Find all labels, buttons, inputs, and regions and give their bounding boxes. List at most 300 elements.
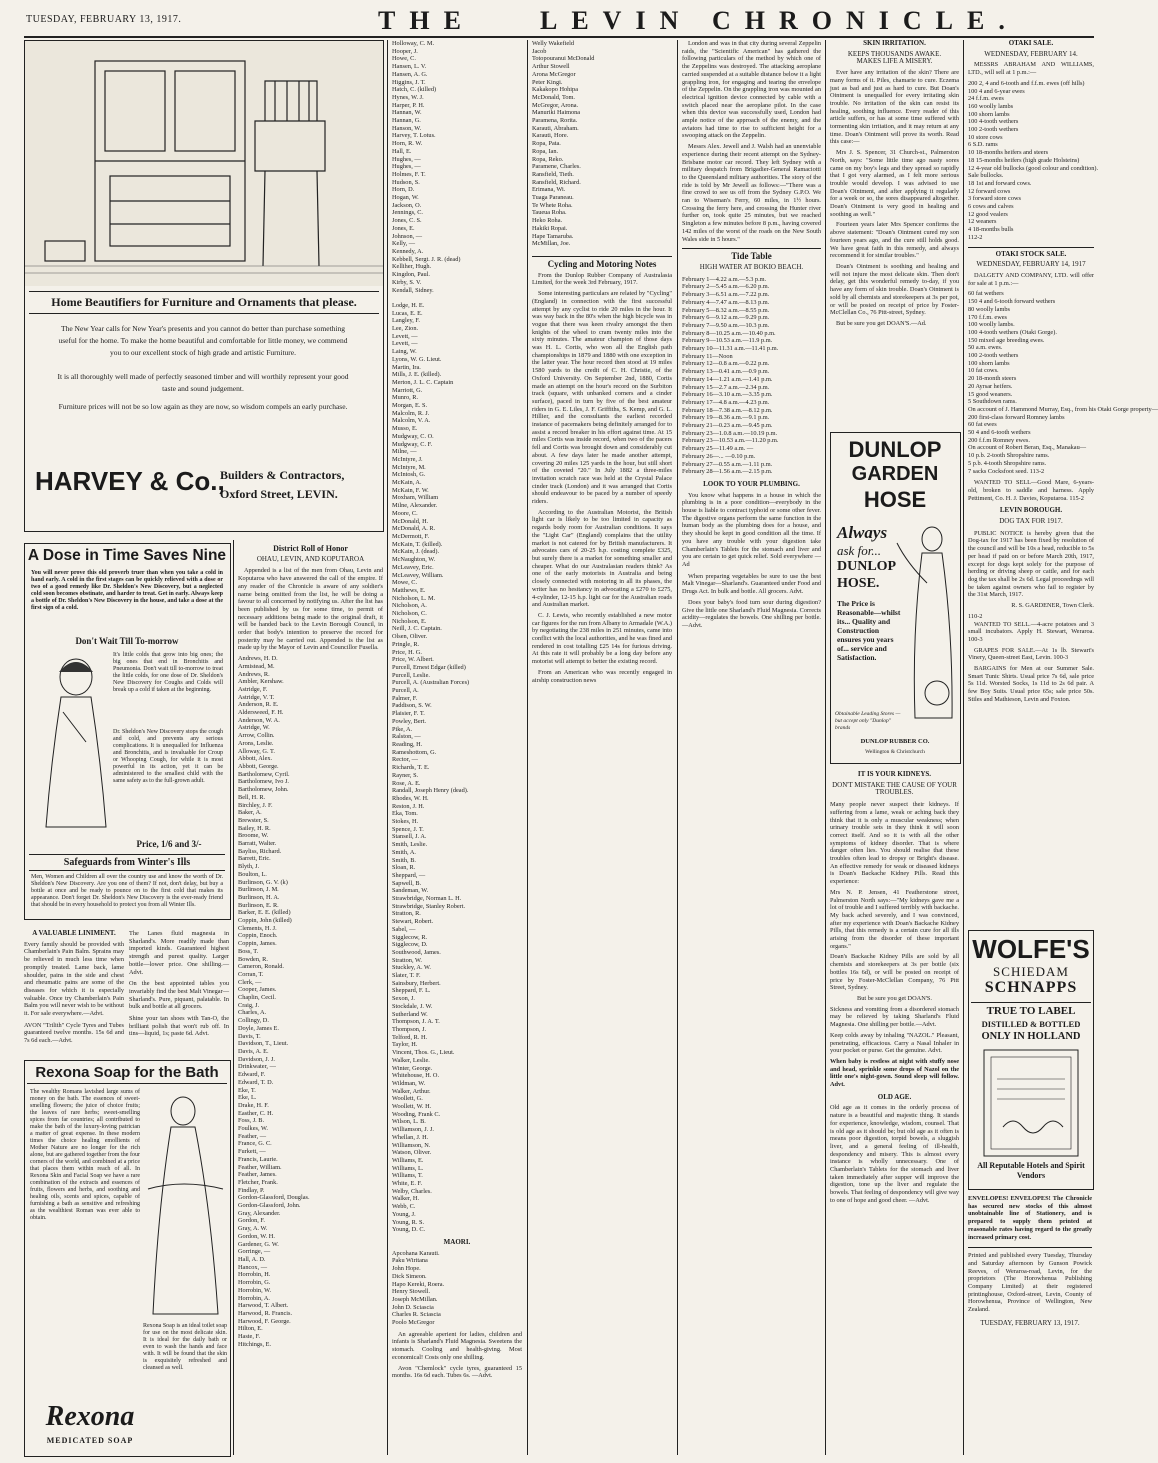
sale-item: 10 p.b. 2-tooth Shropshire rams.: [968, 452, 1050, 460]
roll-name: Clements, H. J.: [238, 924, 277, 932]
sale-item: 100 2-tooth wethers: [968, 126, 1019, 134]
roll-name: Wooding, Frank C.: [392, 1110, 441, 1118]
roll-name: Sabel, —: [392, 925, 416, 933]
vinegar-ad: When preparing vegetables be sure to use the best Malt Vinegar—Sharland's. Guaranteed under Food and Drugs Act. In bulk and bottle. All grocers. Advt.: [682, 572, 821, 596]
skin-text: Ever have any irritation of the skin? There are many forms of it. Piles, chamarie to cure. Eczema just as bad and just as hard to cure. But Doan's Ointment is unequalled for every irritating skin trouble. No irritation of the skin can resist its healing, soothing influence. Every reader of this article suffers, or has at some time suffered with tormenting skin irritation, and it may return at any time. Doan's Ointment will prove its worth. Read this case:—: [830, 69, 959, 146]
skin-text-4: Doan's Ointment is soothing and healing and will not injure the most delicate skin. Then don't delay, get this wonderful remedy to-day, if you have any form of skin trouble. Doan's Ointment is sold by all chemists and storekeepers at 3s per pot, or will be posted on receipt of price by Foster-McClellan Co., 76 Pitt-street, Sydney.: [830, 262, 959, 317]
tide-row: February 11—Noon: [682, 352, 733, 360]
sale-item: 12 4-year old bullocks (good colour and condition).: [968, 164, 1099, 172]
roll-name: Williams, E.: [392, 1156, 424, 1164]
envelopes-ad: ENVELOPES! ENVELOPES! The Chronicle has secured new stocks of this almost unobtainable line of Stationery, and is prepared to supply them printed at reasonable rates having regard to the greatly increased primary cost.: [968, 1195, 1092, 1241]
roll-name: McLeavey, Eric.: [392, 563, 434, 571]
otaki-sale-ref: 112-2: [968, 233, 983, 241]
sale-item: On account of J. Hammond Murray, Esq., from his Otaki Gorge property—: [968, 405, 1158, 413]
dunlop-city: Wellington & Christchurch: [865, 749, 925, 755]
tide-row: February 13—0.41 a.m.—0.9 p.m.: [682, 368, 770, 376]
tide-row: February 26—... —0.10 p.m.: [682, 452, 756, 460]
tide-row: February 4—7.47 a.m.—8.13 p.m.: [682, 298, 770, 306]
roll-name: Sandeman, W.: [392, 887, 429, 895]
roll-name: Gordon, F.: [238, 1217, 265, 1225]
roll-name: Hanson, W.: [392, 124, 422, 132]
roll-name: McDermott, F.: [392, 533, 430, 540]
plumbing-text: You know what happens in a house in which the plumbing is in a poor condition—everybody in the house is liable to contract typhoid or some other fever. The digestive organs perform the same function in the human body as the plumbing does for a house, and they should be kept in good condition all the time. If you have any trouble with your digestion take Chamberlain's Tablets for the stomach and liver and you are certain to get quick relief. Sold everywhere —Ad: [682, 491, 821, 568]
aperient-ad: An agreeable aperient for ladies, children and infants is Sharland's Fluid Magnesia. Sweetens the stomach. Cooling and health-giving. Most economical! Costs only one shilling.: [392, 1330, 522, 1361]
roll-name: Rhodes, W. H.: [392, 794, 429, 802]
tide-row: February 21—0.23 a.m.—9.45 p.m.: [682, 422, 773, 430]
roll-name: Paddison, S. W.: [392, 702, 432, 710]
roll-intro: Appended is a list of the men from Ohau, Levin and Koputaroa who have answered the call of the empire. If any reader of the Chronicle is aware of any soldier's name being omitted from the list, he will be doing a favour to all concerned by notifying us. After the list has been published by us for some time, to permit of necessary additions being made to the original draft, it will be handed back to the Levin Borough Council, in order that body's intention to preserve the record for posterity may be carried out. Appended is the list as made up by the Mayor of Levin and Councillor Fusella.: [238, 567, 383, 652]
roll-name: Price, W. Albert.: [392, 656, 434, 664]
roll-name: Aldersweed, F. H.: [238, 709, 284, 717]
roll-name: Gordon, W. H.: [238, 1232, 275, 1240]
roll-name: Birchley, J. F.: [238, 801, 273, 809]
roll-name: McDonald, H.: [392, 517, 429, 525]
roll-name: Sexon, J.: [392, 995, 415, 1003]
roll-name: Bartholomew, John.: [238, 786, 289, 794]
stock-sale-date: WEDNESDAY, FEBRUARY 14, 1917: [976, 260, 1086, 269]
roll-name: Hughes, —: [392, 163, 421, 171]
tide-row: February 16—3.10 a.m.—3.35 p.m.: [682, 391, 773, 399]
sale-item: 100 4 and 6-year ewes: [968, 87, 1025, 95]
woman-illustration: [31, 652, 111, 832]
roll-name: Hogan, W.: [392, 194, 419, 202]
tide-row: February 18—7.38 a.m.—8.12 p.m.: [682, 406, 773, 414]
sale-item: 3 forward store cows: [968, 195, 1021, 203]
roll-name: McDonald, A. R.: [392, 525, 436, 533]
roll-name: Price, H. G.: [392, 648, 422, 656]
roll-name: Karauti, Hore.: [532, 132, 569, 140]
roll-name: Southwood, James.: [392, 948, 441, 956]
tan-o-ad: Shine your tan shoes with Tan-O, the brilliant polish that won't rub off. In tins—liquid, 1s; paste 6d. Advt.: [129, 1015, 229, 1038]
roll-name: Bell, H. R.: [238, 793, 266, 801]
roll-name: Bartholomew, Cyril.: [238, 770, 290, 778]
sale-item: 50 a.m. ewes.: [968, 344, 1003, 352]
roll-name: Hudson, S.: [392, 178, 420, 186]
roll-name: Gordon-Glassford, John.: [238, 1202, 301, 1210]
sale-item: 20 Ayrsar heifers.: [968, 382, 1013, 390]
roll-name: Rameshottom, G.: [392, 748, 437, 756]
kidneys-sub: DON'T MISTAKE THE CAUSE OF YOUR TROUBLES.: [832, 780, 957, 797]
roll-name: Welly Wakefield: [532, 40, 575, 47]
roll-title: District Roll of Honor: [273, 544, 348, 553]
roll-names-b-column: [392, 40, 522, 1383]
roll-name: Horn, R. W.: [392, 140, 423, 148]
dog-tax-ref: 110-2: [968, 612, 983, 620]
roll-name: Baker, A.: [238, 809, 262, 817]
sale-item: 200 f.f.m Romney ewes.: [968, 436, 1030, 444]
cycling-title: Cycling and Motoring Notes: [532, 256, 672, 269]
cycling-body-3: C. J. Lewis, who recently established a new motor car figures for the run from Albany to Armadale (W.A.) by negotiating the 238 miles in 251 minutes, came into conflict with the local authorities, and he was fined and rendered in cost totalling £25 14s for furious driving. At this rate it will probably be a long day before any motorist will attempt to better the existing record.: [532, 611, 672, 666]
roll-name: Sloan, R.: [392, 864, 416, 872]
roll-name: Coppin, John (killed): [238, 917, 292, 925]
oldage-title: OLD AGE.: [877, 1092, 912, 1101]
column-rule: [677, 40, 678, 1455]
roll-name: Nicholson, E.: [392, 617, 427, 625]
roll-name: Young, J.: [392, 1210, 416, 1218]
roll-name: Joseph McMillan.: [392, 1295, 438, 1303]
roll-name: Mowe, C.: [392, 579, 418, 587]
skin-sub-2: MAKES LIFE A MISERY.: [856, 57, 933, 66]
tide-row: February 28—1.56 a.m.—2.15 p.m.: [682, 468, 773, 476]
roll-name: Harwood, T. Albert.: [238, 1302, 289, 1310]
roll-name: Watson, Oliver.: [392, 1149, 432, 1157]
roll-name: Jacob: [532, 47, 547, 55]
roll-name: Clerk, —: [238, 978, 262, 986]
avon-trilith-ad: AVON "Trilith" Cycle Tyres and Tubes guaranteed twelve months. 15s 6d and 7s 6d each.—Advt.: [24, 1021, 124, 1045]
roll-name: Spence, J. T.: [392, 825, 424, 833]
roll-name: Welby, Charles.: [392, 1187, 432, 1195]
roll-name: Powley, Bert.: [392, 717, 427, 725]
sale-item: 150 4 and 6-tooth forward wethers: [968, 298, 1056, 306]
roll-name: Astridge, V. T.: [238, 693, 275, 701]
roll-name: Gordon-Glassford, Douglas.: [238, 1194, 310, 1202]
roll-name: Doyle, James E.: [238, 1024, 279, 1032]
wolfe-distilled: DISTILLED & BOTTLED: [981, 1019, 1081, 1029]
roll-name: Bowden, R.: [238, 955, 268, 963]
tide-row: February 19—8.36 a.m.—9.1 p.m.: [682, 414, 770, 422]
roll-name: Burlinson, E. R.: [238, 901, 279, 909]
dunlop-name-3: HOSE: [863, 487, 927, 512]
roll-name: Matthews, E.: [392, 586, 426, 594]
kidneys-text-5: Sickness and vomiting from a disordered stomach may be relieved by taking Sharland's Fluid Magnesia. One shilling per bottle.—Advt.: [830, 1005, 959, 1029]
tide-row: February 1—4.22 a.m.—5.3 p.m.: [682, 275, 767, 283]
kidneys-column: [830, 766, 959, 1205]
roll-name: Davis, T.: [238, 1032, 261, 1040]
roll-name: Corran, T.: [238, 970, 264, 978]
roll-name: Horrobin, H.: [238, 1271, 271, 1279]
roll-name: Te Whete Roha.: [532, 201, 573, 209]
sheldon-subhead: Don't Wait Till To-morrow: [75, 636, 179, 646]
sale-item: 60 fat ewes: [968, 421, 997, 429]
tide-row: February 9—10.53 a.m.—11.9 p.m.: [682, 337, 773, 345]
harvey-body-2: It is all thoroughly well made of perfectly seasoned timber and will worthily represent your good taste and sound judgement.: [57, 372, 349, 393]
wolfes-advertisement: [968, 930, 1094, 1190]
sheldon-body: It's little colds that grow into big ones; the big ones that end in Bronchitis and Pneumonia. Don't wait till to-morrow to treat the little colds, for one dose of Dr. Sheldon's New Discovery for Coughs and Colds will break up a cold if taken at the beginning.: [113, 652, 223, 693]
bargains-ad: BARGAINS for Men at our Summer Sale. Smart Tunic Shirts. Usual price 7s 6d, sale price 5s 11d. Worsted Socks, 1s 11d to 2s 6d pair. A few Boy Suits. Usual price 65s; sale price 50s. Stiles and Mathieson, Levin and Foxton.: [968, 665, 1094, 703]
roll-name: Laing, W.: [392, 348, 417, 356]
roll-name: Stratton, W.: [392, 956, 422, 964]
roll-name: Marriott, G.: [392, 386, 423, 394]
roll-name: Barrett, Eric.: [238, 855, 271, 863]
roll-name: Drake, H. F.: [238, 1101, 269, 1109]
roll-name: Williams, T.: [392, 1172, 423, 1180]
column-rule: [387, 40, 388, 1455]
liniment-title: A VALUABLE LINIMENT.: [32, 929, 116, 937]
sale-item: 12 weaners: [968, 218, 997, 226]
roll-names-maori: [392, 1250, 522, 1327]
roll-name: Woollett, W. H.: [392, 1103, 432, 1111]
publisher-imprint: Printed and published every Tuesday, Thursday and Saturday afternoon by Gunson Powick Reeves, of Weraroa-road, Levin, for the proprietors (The Horowhenua Publishing Company Limited) at their registered printinghouse, Oxford-street, Levin, County of Horowhenua, Province of Wellington, New Zealand.: [968, 1252, 1092, 1314]
roll-name: Brewster, S.: [238, 816, 269, 824]
roll-name: Eka, Tom.: [392, 810, 418, 818]
roll-name: Rose, A. E.: [392, 779, 421, 787]
cycling-column: [532, 40, 672, 687]
sale-item: 24 f.f.m. ewes: [968, 95, 1004, 103]
roll-name: Vincent, Thos. G., Lieut.: [392, 1049, 455, 1057]
roll-name: Bailey, H. R.: [238, 824, 271, 832]
sale-item: 10 fat cows.: [968, 367, 999, 375]
roll-name: Nicholson, L. M.: [392, 594, 436, 602]
tide-row: February 15—2.7 a.m.—2.34 p.m.: [682, 383, 770, 391]
roll-name: Drinkwater, —: [238, 1063, 276, 1071]
tide-row: February 25—11.49 a.m. —: [682, 445, 754, 453]
harvey-caption: Home Beautifiers for Furniture and Ornaments that please.: [29, 291, 379, 314]
tide-row: February 6—9.12 a.m.—9.29 p.m.: [682, 314, 770, 322]
roll-name: Smith, Leslie.: [392, 841, 428, 849]
roll-name: Lodge, H. E.: [392, 301, 425, 309]
kidneys-text: Many people never suspect their kidneys. If suffering from a lame, weak or aching back they think that it is only a muscular weakness; when urinary trouble sets in they think it will soon correct itself. And so it is with all the other symptoms of kidney disorder. That is where danger often lies. You should realise that these troubles often lead to dropsy or Bright's disease. An effective remedy for weak or diseased kidneys is Doan's Backache Kidney Pills. Read this experience:: [830, 801, 959, 886]
roll-name: Burlinson, J. M.: [238, 886, 279, 894]
roll-name: Coppin, Enoch.: [238, 932, 278, 940]
roll-name: Stokes, H.: [392, 818, 419, 826]
sale-item: 100 2-tooth wethers: [968, 352, 1019, 360]
liniment-column: [24, 925, 124, 1045]
roll-name: Hannan, G.: [392, 117, 421, 125]
roll-name: Wilson, L. B.: [392, 1118, 426, 1126]
roll-name: Jackson, O.: [392, 201, 422, 209]
sale-item: 18 15-months heifers (high grade Holsteins): [968, 156, 1080, 164]
roll-name: Hall, A. D.: [238, 1255, 266, 1263]
sale-item: 100 woolly lambs.: [968, 321, 1015, 329]
roll-name: Moxham, William: [392, 494, 439, 502]
furniture-illustration: [25, 41, 383, 286]
roll-name: Hapo Kereki, Roera.: [392, 1280, 445, 1288]
roll-name: Charles, A.: [238, 1009, 267, 1017]
sheldon-safeguards: Safeguards from Winter's Ills: [29, 854, 225, 871]
roll-name: Strawbridge, Stanley Robert.: [392, 902, 466, 910]
roll-name: Thompson, J.: [392, 1026, 427, 1033]
sale-item: 10 store cows: [968, 133, 1003, 141]
roll-name: Sheppard, —: [392, 871, 426, 879]
roll-name: Easther, C. H.: [238, 1109, 274, 1117]
roll-name: Abbott, Alex.: [238, 755, 273, 763]
roll-name: Kingdon, Paul.: [392, 271, 430, 279]
wolfe-name: WOLFE'S: [972, 934, 1090, 964]
roll-name: Sigglecow, R.: [392, 933, 428, 941]
roll-name: Walker, Leslie.: [392, 1056, 430, 1064]
roll-name: Arona McGregor: [532, 70, 576, 78]
sale-item: 6 cows and calves: [968, 203, 1014, 211]
kidneys-text-3: Doan's Backache Kidney Pills are sold by all chemists and storekeepers at 3s per bottle (six bottles 16s 6d), or will be posted on receipt of price by Foster-McClellan Company, 76 Pitt Street, Sydney.: [830, 953, 959, 992]
roll-subtitle: OHAU, LEVIN, AND KOPUTAROA: [256, 554, 365, 563]
roll-name: Hughes, —: [392, 155, 421, 163]
roll-name: Walker, Arthur.: [392, 1087, 431, 1095]
rexona-side-text: Rexona Soap is an ideal toilet soap for use on the most delicate skin. It is ideal for the daily bath or even to wash the hands and face with. It will be found that the skin is exquisitely refreshed and cleansed as well.: [143, 1323, 227, 1371]
roll-name: Purcell, A.: [392, 687, 419, 695]
roll-name: Holloway, C. M.: [392, 40, 435, 47]
roll-name: Levett, —: [392, 332, 418, 340]
roll-name: Thompson, J. A. T.: [392, 1018, 440, 1026]
kidneys-text-6: Keep colds away by inhaling "NAZOL." Pleasant, penetrating, efficacious. Carry a Nasal Inhaler in your pocket or purse. Get the genuine. Advt.: [830, 1031, 959, 1055]
plumbing-title: LOOK TO YOUR PLUMBING.: [703, 479, 800, 488]
harvey-advertisement: [24, 40, 384, 532]
roll-name: Nicholson, C.: [392, 610, 427, 618]
roll-name: Winter, George.: [392, 1064, 433, 1072]
sale-item: 100 4-tooth wethers: [968, 118, 1019, 126]
roll-name: Fletcher, Frank.: [238, 1178, 278, 1186]
sale-item: 150 mixed age breeding ewes.: [968, 336, 1045, 344]
roll-name: Burlinson, H. A.: [238, 893, 280, 901]
roll-name: Gardener, G. W.: [238, 1240, 279, 1248]
skin-title: SKIN IRRITATION.: [863, 39, 926, 47]
avon-chemlock-ad: Avon "Chemlock" cycle tyres, guaranteed 15 months. 16s 6d each. Tubes 6s. —Advt.: [392, 1364, 522, 1380]
roll-name: Munro, R.: [392, 394, 419, 402]
oldage-text: Old age as it comes in the orderly process of nature is a beautiful and majestic thing. It stands for experience, knowledge, wisdom, counsel. That is old age as it should be; but old age as it often is means poor digestion, torpid bowels, a sluggish liver, and a general feeling of ill-health, despondency and misery. This is almost every instance is wholly unnecessary. One of Chamberlain's Tablets for the stomach and liver taken immediately after supper will improve the digestion, tone up the liver and regulate the bowels. That feeling of despondency will give way to one of hope and good cheer. —Advt.: [830, 1104, 959, 1204]
roll-name: Heko Roha.: [532, 217, 563, 225]
roll-name: Neill, J. C. Captain.: [392, 625, 442, 633]
roll-name: Whitehouse, H. O.: [392, 1072, 440, 1080]
roll-name: Kelliher, Hugh.: [392, 263, 432, 271]
tide-row: February 7—9.50 a.m.—10.3 p.m.: [682, 321, 770, 329]
roll-name: Kennedy, A.: [392, 247, 424, 255]
roll-name: Bayliss, Richard.: [238, 847, 282, 855]
dunlop-obtain: Obtainable Leading Stores — but accept only "Dunlop" brands: [835, 711, 901, 731]
maori-title: MAORI.: [443, 1237, 471, 1246]
stock-sale-items: [968, 290, 1158, 475]
rexona-headline: Rexona Soap for the Bath: [27, 1064, 227, 1084]
liniment-text: Every family should be provided with Chamberlain's Pain Balm. Sprains may be relieved in much less time when promptly treated. Lame back, lame shoulder, pains in the side and chest and rheumatic pains are some of the diseases for which it is especially valuable. Once try Chamberlain's Pain Balm you will never wish to be without it. For sale everywhere.—Advt.: [24, 940, 124, 1018]
roll-name: Davidson, J. J.: [238, 1055, 275, 1063]
roll-name: Arrow, Collin.: [238, 732, 275, 740]
roll-name: Hilton, E.: [238, 1325, 263, 1333]
sour-food-ad: Does your baby's food turn sour during digestion? Give the little one Sharland's Fluid Magnesia. Corrects acidity—regulates the bowels. One shilling per bottle.—Advt.: [682, 598, 821, 629]
roll-name: Morgan, E. S.: [392, 402, 428, 410]
magnesia-ad: The Lanes fluid magnesia in Sharland's. More readily made than imported kinds. Guaranteed highest strength and purest quality. Larger bottle—lower price. One shilling.—Advt.: [129, 930, 229, 976]
roll-name: Stockdale, J. W.: [392, 1002, 433, 1010]
tide-row: February 23—10.53 a.m.—11.20 p.m.: [682, 437, 779, 445]
roll-name: Wildman, W.: [392, 1079, 426, 1087]
tide-row: February 3—6.51 a.m.—7.22 p.m.: [682, 291, 770, 299]
roll-name: Anderson, W. A.: [238, 716, 280, 724]
roll-name: Harvey, T. Lotus.: [392, 132, 436, 140]
roll-name: Eke, L.: [238, 1094, 257, 1102]
roll-name: Manuriki Haimona: [532, 109, 581, 117]
roll-of-honor-intro-column: [238, 540, 383, 1348]
sale-item: 100 shorn lambs: [968, 359, 1010, 367]
dunlop-always: Always: [837, 523, 888, 542]
roll-name: Pringle, R.: [392, 640, 420, 648]
roll-name: Edward, F.: [238, 1071, 266, 1079]
roll-name: Williams, L.: [392, 1164, 424, 1172]
roll-name: Harwood, R. Francis.: [238, 1309, 293, 1317]
dog-tax-notice: PUBLIC NOTICE is hereby given that the Dog-tax for 1917 has been fixed by resolution of the council and will be 10s a head, reducible to 5s per head if paid on or before March 20th, 1917, except for dogs kept solely for the purpose of herding or driving sheep or cattle, and for each dog the tax shall be 2s 6d. Legal proceedings will be taken against owners who fail to register by the 31st March, 1917.: [968, 529, 1094, 599]
roll-name: Richards, T. E.: [392, 764, 430, 772]
roll-name: Johnson, —: [392, 232, 423, 240]
harvey-firm-name: HARVEY & Co.,: [35, 466, 225, 496]
rexona-advertisement: [24, 1060, 231, 1457]
roll-name: Abbott, George.: [238, 762, 279, 770]
roll-name: Howe, C.: [392, 55, 416, 63]
stock-sale-head: OTAKI STOCK SALE.: [968, 247, 1094, 259]
dunlop-price: The Price is Reasonable—whilst its... Quality and Construction ensures you years of... service and Satisfaction.: [837, 599, 901, 662]
roll-name: Erimana, Wi.: [532, 186, 566, 194]
sale-item: 170 f.f.m. ewes: [968, 313, 1007, 321]
dunlop-advertisement: [830, 432, 961, 764]
roll-name: Barratt, Walter.: [238, 840, 277, 848]
roll-name: Whellan, J. H.: [392, 1133, 429, 1141]
sheldon-headline: A Dose in Time Saves Nine: [27, 547, 227, 564]
roll-name: Andrews, H. D.: [238, 655, 278, 663]
roll-name: Cameron, Ronald.: [238, 963, 284, 971]
roll-name: Totopouranui McDonald: [532, 55, 595, 63]
column-rule: [825, 40, 826, 1455]
bather-illustration: [143, 1089, 227, 1319]
roll-name: Ropa, Ian.: [532, 147, 559, 155]
roll-name: Jones, C. S.: [392, 217, 422, 225]
roll-name: Stansell, J. A.: [392, 833, 427, 841]
roll-name: McIntosh, G.: [392, 471, 426, 479]
skin-sub-1: KEEPS THOUSANDS AWAKE.: [847, 49, 942, 58]
tide-subtitle: HIGH WATER AT BOKIO BEACH.: [699, 262, 804, 271]
roll-name: Moore, C.: [392, 509, 418, 517]
roll-name: Ransfield, Richard.: [532, 178, 581, 186]
roll-name: Reading, H.: [392, 740, 423, 748]
roll-name: McKain, F. W.: [392, 486, 429, 494]
roll-name: Apcohana Karauti.: [392, 1249, 440, 1257]
roll-name: Harper, P. H.: [392, 101, 425, 109]
roll-name: Sutherland W.: [392, 1010, 428, 1018]
roll-name: John D. Sciascia: [392, 1303, 434, 1311]
roll-name: Burlinson, G. V. (k): [238, 878, 288, 886]
sheldon-price: Price, 1/6 and 3/-: [136, 839, 202, 849]
otaki-sale-firm: MESSRS ABRAHAM AND WILLIAMS, LTD., will sell at 1 p.m.:—: [968, 61, 1094, 77]
roll-name: Jennings, C.: [392, 209, 423, 217]
cycling-body-2: According to the Australian Motorist, the British light car is likely to be too limited in capacity as regards body room for Australian conditions. It says the "Light Car" (England) complains that the utility market is not catered for by British manufacturers. It advocates cars of 20-25 h.p. costing complete £325, but surely there is a market for something smaller and cheaper. What do our Australasian readers think? As one of the early motorists in Australia and being closely connected with motoring in all its phases, the writer has no hesitancy in advocating a £270 to £275, 4-cylinder, 12-15 h.p. light car for the Australian roads and Australian market.: [532, 508, 672, 609]
roll-name: Ralston, —: [392, 733, 421, 741]
roll-name: Mudgway, C. F.: [392, 440, 433, 448]
roll-name: Lee, Zion.: [392, 325, 419, 333]
roll-name: Stewart, Robert.: [392, 918, 434, 926]
roll-name: Horrobin, W.: [238, 1286, 272, 1294]
roll-name: Ambler, Kershaw.: [238, 678, 284, 686]
roll-name: McIntyre, J.: [392, 455, 423, 463]
skin-text-2: Mrs J. S. Spencer, 31 Church-st., Palmerston North, says: "Some little time ago nasty sores came on my boy's legs and they spread so rapidly that I got very alarmed, as I felt more serious trouble would develop. I was advised to use Doan's Ointment, and after applying it regularly for a week or so, the sores disappeared altogether. Doan's Ointment is very good in healing and soothing as well.": [830, 149, 959, 218]
roll-name: Findlay, P.: [238, 1186, 265, 1194]
roll-name: Purcell, A. (Australian Forces): [392, 679, 470, 687]
dunlop-ask: ask for...: [837, 543, 882, 558]
roll-name: Nicholson, A.: [392, 602, 427, 610]
zeppelin-text: London and was in that city during several Zeppelin raids, the "Scientific American" has gathered the following particulars of the method by which one of the Zeppelins was destroyed. The attacking aeroplane carried suspended at a suitable distance below it a light grappling iron, for engaging and tearing the envelope of the Zeppelin. On the grappling iron was mounted an electrical ignition device connected by cable with a switch placed near the aeroplane pilot. In the case when this device was successfully used, London had ample notice of the approach of the enemy, and the aviators had time to rise to sufficient height for a swooping attack on the Zeppelin.: [682, 40, 821, 140]
dog-tax-head: DOG TAX FOR 1917.: [999, 517, 1063, 526]
roll-name: Musso, E.: [392, 425, 418, 433]
imprint-block: [968, 1195, 1092, 1328]
tables-ad: On the best appointed tables you invariably find the best Malt Vinegar—Sharland's. Pure, piquant, palatable. In bulk and bottle at all grocers.: [129, 980, 229, 1011]
sale-item: 12 good vealers: [968, 210, 1008, 218]
roll-name: Cooper, James.: [238, 986, 277, 994]
roll-name: Walker, H.: [392, 1195, 420, 1203]
tide-table: [682, 276, 821, 476]
roll-name: Hannan, W.: [392, 109, 422, 117]
roll-name: Bartholomew, Ivo J.: [238, 778, 290, 786]
roll-name: Randall, Joseph Henry (dead).: [392, 787, 469, 795]
roll-name: Smith, A.: [392, 848, 416, 856]
sheldon-advertisement: [24, 543, 231, 920]
roll-name: McKain, T. (killed).: [392, 540, 443, 548]
roll-name: Telford, R. H.: [392, 1033, 428, 1041]
roll-name: Anderson, R. E.: [238, 701, 279, 709]
roll-name: Taueua Roha.: [532, 209, 567, 217]
roll-name: Karauti, Abraham.: [532, 124, 579, 132]
tide-row: February 14—1.21 a.m.—1.41 p.m.: [682, 375, 773, 383]
wolfe-schnapps: SCHNAPPS: [984, 979, 1078, 996]
roll-name: Rayner, S.: [392, 771, 419, 779]
roll-name: Davis, A. E.: [238, 1048, 269, 1055]
roll-name: Horn, D.: [392, 186, 415, 194]
roll-name: Feather, James.: [238, 1171, 277, 1179]
roll-name: McGregor, Arona.: [532, 101, 579, 109]
harvey-body-3: Furniture prices will not be so low again as they are now, so wisdom compels an early purchase.: [58, 402, 348, 411]
roll-name: Paku Wiritana: [392, 1257, 428, 1265]
